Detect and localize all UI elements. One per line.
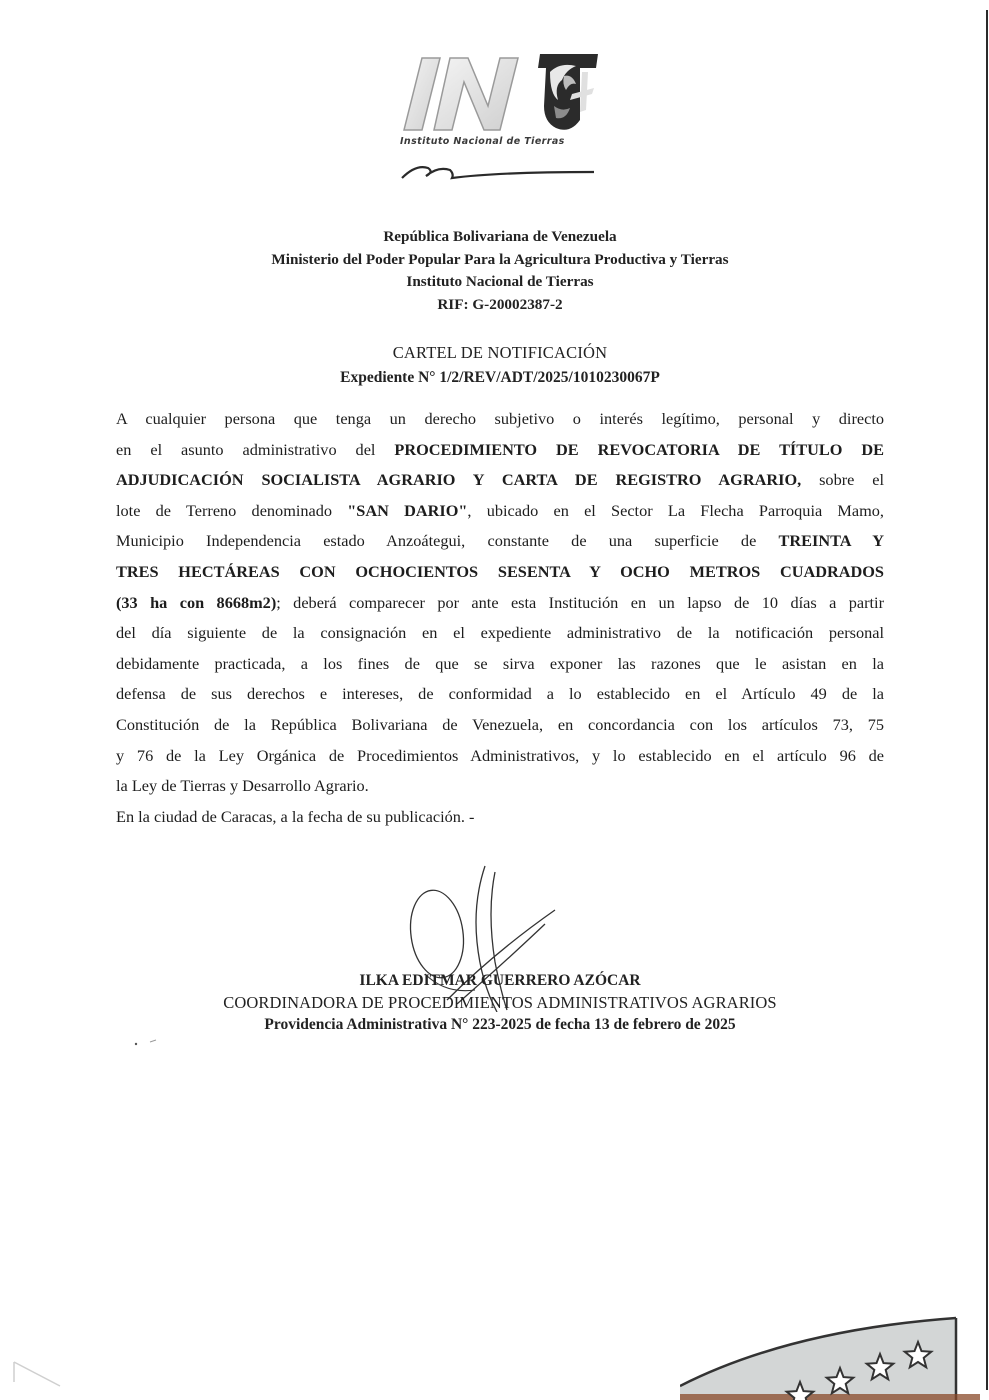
logo-caption: Instituto Nacional de Tierras: [400, 136, 565, 147]
signer-name: ILKA EDITMAR GUERRERO AZÓCAR: [359, 972, 641, 989]
body-bold-text: PROCEDIMIENTO DE REVOCATORIA DE TÍTULO DE: [394, 439, 884, 459]
scan-specks: [128, 1036, 168, 1048]
body-line: [116, 496, 884, 527]
body-text-segment: debidamente practicada, a los fines de que se sirva exponer las razones que le asistan en la: [116, 653, 884, 673]
body-text-segment: y 76 de la Ley Orgánica de Procedimientos Administrativos, y lo establecido en el artículo 96 de: [116, 745, 884, 765]
signer-role: COORDINADORA DE PROCEDIMIENTOS ADMINISTRATIVOS AGRARIOS: [223, 993, 777, 1012]
body-line: [116, 710, 884, 741]
body-text-segment: lote de Terreno denominado: [116, 500, 348, 520]
body-bold-text: TRES HECTÁREAS CON OCHOCIENTOS SESENTA Y OCHO METROS CUADRADOS: [116, 561, 884, 581]
body-text-segment: A cualquier persona que tenga un derecho subjetivo o interés legítimo, personal y directo: [116, 409, 884, 428]
logo-swoosh-icon: [398, 154, 608, 184]
body-text-segment: En la ciudad de Caracas, a la fecha de su publicación. -: [116, 806, 475, 826]
body-line: [116, 526, 884, 557]
notice-title: CARTEL DE NOTIFICACIÓN: [392, 343, 608, 362]
body-line: [116, 649, 884, 680]
scan-corner-mark: [10, 1360, 70, 1390]
body-line: [116, 557, 884, 588]
tierras-emblem-icon: [536, 50, 602, 136]
body-text-segment: , ubicado en el Sector La Flecha Parroquia Mamo,: [467, 500, 884, 520]
header-institute: Instituto Nacional de Tierras: [406, 273, 594, 290]
body-text-segment: defensa de sus derechos e intereses, de conformidad a lo establecido en el Artículo 49 de la: [116, 684, 884, 704]
body-bold-text: ADJUDICACIÓN SOCIALISTA AGRARIO Y CARTA DE REGISTRO AGRARIO,: [116, 470, 802, 490]
body-text-segment: la Ley de Tierras y Desarrollo Agrario.: [116, 776, 369, 796]
body-line: [116, 771, 884, 802]
body-text-segment: sobre el: [801, 470, 885, 490]
body-bold-text: (33 ha con 8668m2): [116, 592, 277, 612]
int-letters-logo: [400, 54, 530, 134]
body-text-segment: ; deberá comparecer por ante esta Institución en un lapso de 10 días a partir: [276, 592, 884, 612]
body-bold-text: TREINTA Y: [778, 531, 884, 551]
body-line: [116, 404, 884, 435]
body-line: [116, 588, 884, 619]
body-bold-text: "SAN DARIO": [347, 500, 468, 520]
signer-providencia: Providencia Administrativa N° 223-2025 de fecha 13 de febrero de 2025: [264, 1016, 736, 1033]
body-line: [116, 802, 884, 833]
body-line: [116, 741, 884, 772]
header-rif: RIF: G-20002387-2: [437, 295, 563, 313]
page-edge: [986, 10, 988, 1390]
body-line: [116, 435, 884, 466]
expediente-number: Expediente N° 1/2/REV/ADT/2025/1010230067P: [340, 369, 660, 386]
body-text-segment: Constitución de la República Bolivariana de Venezuela, en concordancia con los artículos 73, 75: [116, 714, 884, 734]
body-text-segment: del día siguiente de la consignación en el expediente administrativo de la notificación personal: [116, 623, 884, 643]
signer-block: [100, 970, 900, 1036]
institution-header: [100, 226, 900, 316]
header-ministry: Ministerio del Poder Popular Para la Agricultura Productiva y Tierras: [271, 250, 729, 268]
body-text-segment: Municipio Independencia estado Anzoátegui, constante de una superficie de: [116, 531, 779, 551]
body-line: [116, 465, 884, 496]
int-logo: [398, 46, 608, 186]
body-line: [116, 679, 884, 710]
notice-title-block: [100, 340, 900, 390]
notice-body: [116, 404, 884, 832]
stars-corner-decoration: [680, 1290, 989, 1400]
body-line: [116, 618, 884, 649]
body-text-segment: en el asunto administrativo del: [116, 439, 395, 459]
header-republic: República Bolivariana de Venezuela: [383, 228, 617, 245]
